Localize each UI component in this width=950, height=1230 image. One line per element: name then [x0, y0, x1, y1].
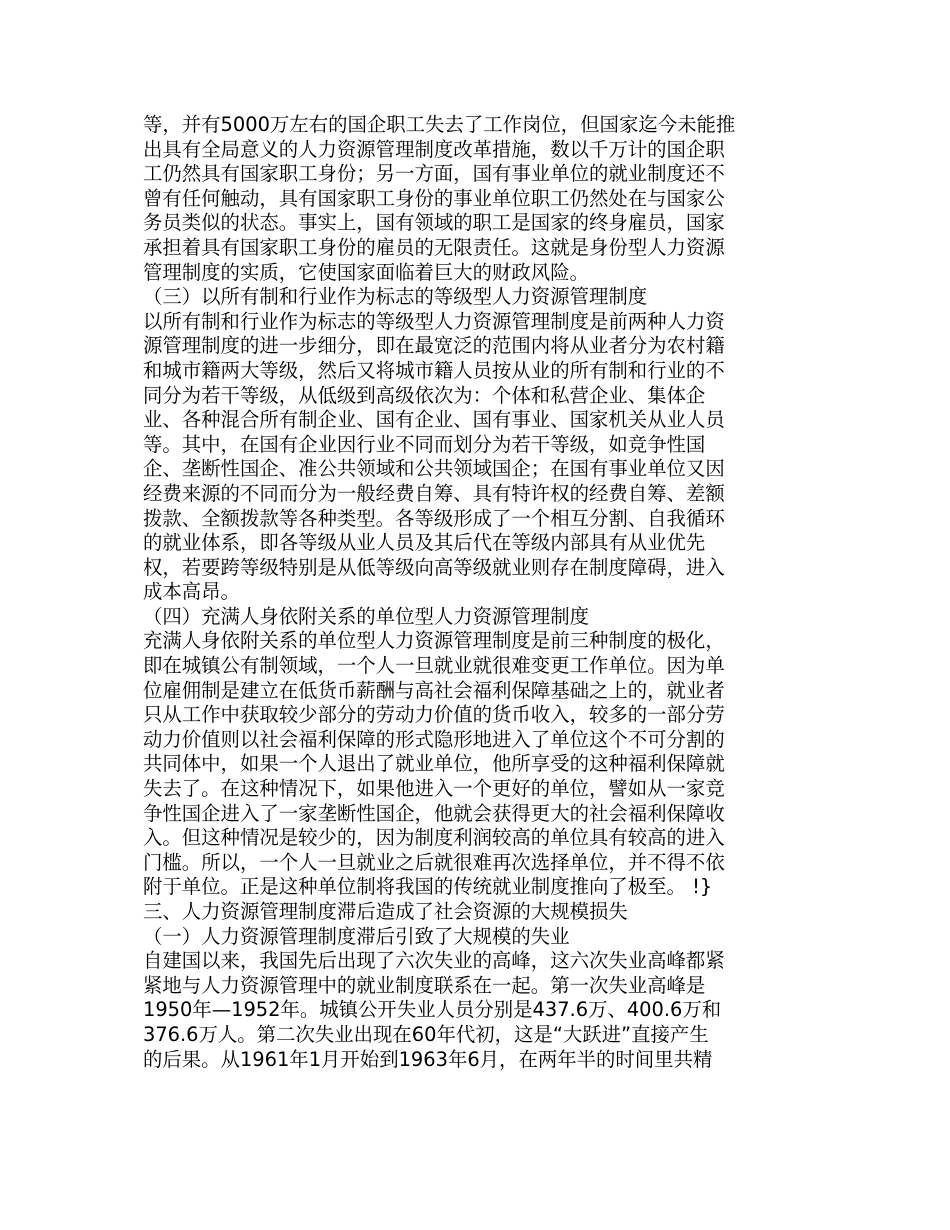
- text-line: 动力价值则以社会福利保障的形式隐形地进入了单位这个不可分割的: [143, 727, 725, 751]
- text-line: 成本高昂。: [143, 580, 240, 604]
- text-line: 位雇佣制是建立在低货币薪酬与高社会福利保障基础之上的，就业者: [143, 678, 725, 702]
- text-line: 企、垄断性国企、准公共领域和公共领域国企；在国有事业单位又因: [143, 457, 725, 481]
- chapter-heading: 三、人力资源管理制度滞后造成了社会资源的大规模损失: [143, 900, 628, 923]
- text-line: 源管理制度的进一步细分，即在最宽泛的范围内将从业者分为农村籍: [143, 334, 725, 358]
- text-line: 权，若要跨等级特别是从低等级向高等级就业则存在制度障碍，进入: [143, 555, 725, 579]
- section-heading: （四）充满人身依附关系的单位型人力资源管理制度: [143, 604, 589, 628]
- text-line: 即在城镇公有制领域，一个人一旦就业就很难变更工作单位。因为单: [143, 654, 725, 678]
- text-line: 的后果。从1961年1月开始到1963年6月，在两年半的时间里共精: [143, 1047, 713, 1071]
- text-line: 附于单位。正是这种单位制将我国的传统就业制度推向了极至。 !}: [143, 875, 713, 899]
- text-line: 以所有制和行业作为标志的等级型人力资源管理制度是前两种人力资: [143, 309, 725, 333]
- document-body: [143, 113, 813, 1072]
- text-line: 务员类似的状态。事实上，国有领域的职工是国家的终身雇员，国家: [143, 211, 725, 235]
- text-line: 门槛。所以，一个人一旦就业之后就很难再次选择单位，并不得不依: [143, 850, 725, 874]
- text-line: 和城市籍两大等级，然后又将城市籍人员按从业的所有制和行业的不: [143, 358, 725, 382]
- text-line: 紧地与人力资源管理中的就业制度联系在一起。第一次失业高峰是: [143, 973, 706, 997]
- section-heading: （三）以所有制和行业作为标志的等级型人力资源管理制度: [143, 285, 648, 309]
- text-line: 出具有全局意义的人力资源管理制度改革措施，数以千万计的国企职: [143, 137, 725, 161]
- text-line: 业、各种混合所有制企业、国有企业、国有事业、国家机关从业人员: [143, 408, 725, 432]
- text-line: 承担着具有国家职工身份的雇员的无限责任。这就是身份型人力资源: [143, 235, 725, 259]
- section-heading: （一）人力资源管理制度滞后引致了大规模的失业: [143, 924, 570, 948]
- text-line: 376.6万人。第二次失业出现在60年代初，这是“大跃进”直接产生: [143, 1022, 709, 1046]
- text-line: 充满人身依附关系的单位型人力资源管理制度是前三种制度的极化，: [143, 629, 725, 653]
- text-line: 入。但这种情况是较少的，因为制度利润较高的单位具有较高的进入: [143, 826, 725, 850]
- text-line: 等。其中，在国有企业因行业不同而划分为若干等级，如竞争性国: [143, 432, 706, 456]
- text-line: 工仍然具有国家职工身份；另一方面，国有事业单位的就业制度还不: [143, 162, 725, 186]
- text-line: 自建国以来，我国先后出现了六次失业的高峰，这六次失业高峰都紧: [143, 949, 725, 973]
- text-line: 同分为若干等级，从低级到高级依次为：个体和私营企业、集体企: [143, 383, 706, 407]
- text-line: 1950年—1952年。城镇公开失业人员分别是437.6万、400.6万和: [143, 998, 722, 1022]
- text-line: 失去了。在这种情况下，如果他进入一个更好的单位，譬如从一家竞: [143, 777, 725, 801]
- text-line: 的就业体系，即各等级从业人员及其后代在等级内部具有从业优先: [143, 531, 706, 555]
- text-line: 管理制度的实质，它使国家面临着巨大的财政风险。: [143, 260, 589, 284]
- text-line: 拨款、全额拨款等各种类型。各等级形成了一个相互分割、自我循环: [143, 506, 725, 530]
- text-line: 争性国企进入了一家垄断性国企，他就会获得更大的社会福利保障收: [143, 801, 725, 825]
- text-line: 曾有任何触动，具有国家职工身份的事业单位职工仍然处在与国家公: [143, 186, 725, 210]
- text-line: 等，并有5000万左右的国企职工失去了工作岗位，但国家迄今未能推: [143, 113, 736, 136]
- text-line: 共同体中，如果一个人退出了就业单位，他所享受的这种福利保障就: [143, 752, 725, 776]
- text-line: 经费来源的不同而分为一般经费自筹、具有特许权的经费自筹、差额: [143, 481, 725, 505]
- text-line: 只从工作中获取较少部分的劳动力价值的货币收入，较多的一部分劳: [143, 703, 725, 727]
